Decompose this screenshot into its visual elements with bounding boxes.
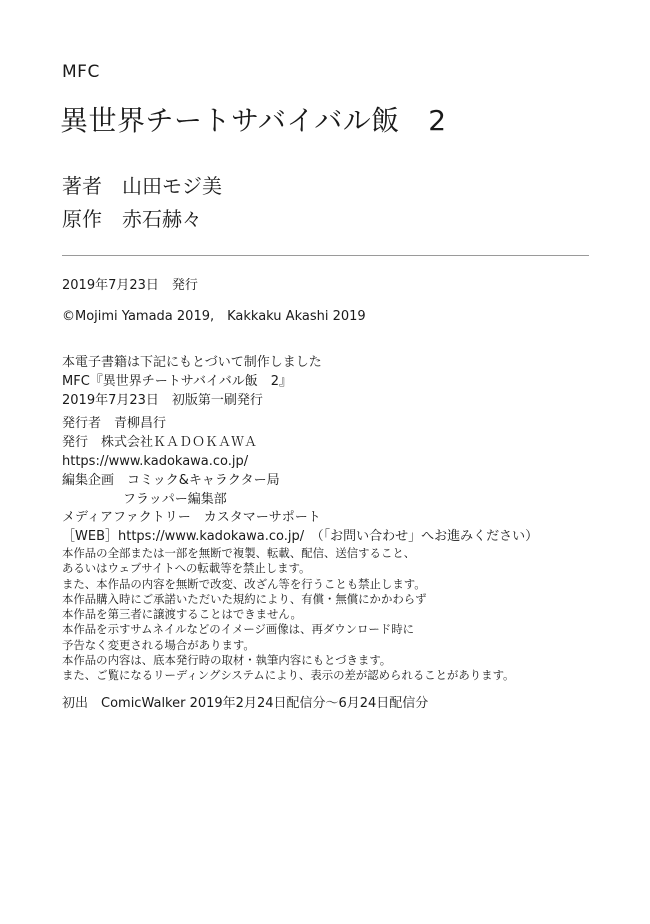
support-line: メディアファクトリー カスタマーサポート: [62, 510, 321, 525]
credit-role: 著者: [62, 174, 102, 198]
issuer: 発行者 青柳昌行: [62, 416, 167, 431]
credit-original: [62, 203, 222, 236]
notice-line: 本作品の内容は、底本発行時の取材・執筆内容にもとづきます。: [62, 653, 392, 668]
editing: 編集企画 コミック&キャラクター局: [62, 473, 280, 488]
legal-notice: [62, 546, 514, 684]
notice-line: また、本作品の内容を無断で改変、改ざん等を行うことも禁止します。: [62, 576, 426, 591]
credit-role: 原作: [62, 207, 102, 231]
credits: [62, 170, 222, 236]
credit-name: 赤石赫々: [122, 207, 202, 231]
support: [62, 508, 538, 546]
source-line: 2019年7月23日 初版第一刷発行: [62, 393, 263, 408]
copyright: ©Mojimi Yamada 2019, Kakkaku Akashi 2019: [62, 309, 366, 324]
notice-line: 本作品を示すサムネイルなどのイメージ画像は、再ダウンロード時に: [62, 622, 414, 637]
notice-line: 本作品を第三者に譲渡することはできません。: [62, 607, 302, 622]
editing-dept: フラッパー編集部: [123, 492, 227, 507]
notice-line: 本作品購入時にご承諾いただいた規約により、有償・無償にかかわらず: [62, 591, 427, 606]
publisher-info: [62, 414, 280, 509]
first-publication: 初出 ComicWalker 2019年2月24日配信分〜6月24日配信分: [62, 696, 429, 711]
source-line: 本電子書籍は下記にもとづいて制作しました: [62, 355, 322, 370]
support-line: ［WEB］https://www.kadokawa.co.jp/ （「お問い合わせ」へお進みください）: [62, 529, 539, 544]
source-line: MFC『異世界チートサバイバル飯 2』: [62, 374, 293, 389]
credit-author: [62, 170, 222, 203]
source-edition: [62, 353, 322, 410]
notice-line: 本作品の全部または一部を無断で複製、転載、配信、送信すること、: [62, 546, 416, 560]
publish-date: 2019年7月23日 発行: [62, 278, 198, 293]
publisher-url: https://www.kadokawa.co.jp/: [62, 454, 249, 469]
notice-line: また、ご覧になるリーディングシステムにより、表示の差が認められることがあります。: [62, 668, 515, 683]
credit-name: 山田モジ美: [122, 174, 222, 198]
label-name: MFC: [62, 62, 100, 82]
notice-line: 予告なく変更される場合があります。: [62, 637, 255, 652]
publisher: 発行 株式会社ＫＡＤＯＫＡＷＡ: [62, 435, 258, 450]
divider: [62, 255, 589, 256]
notice-line: あるいはウェブサイトへの転載等を禁止します。: [62, 561, 311, 576]
book-title: 異世界チートサバイバル飯 2: [60, 104, 447, 137]
